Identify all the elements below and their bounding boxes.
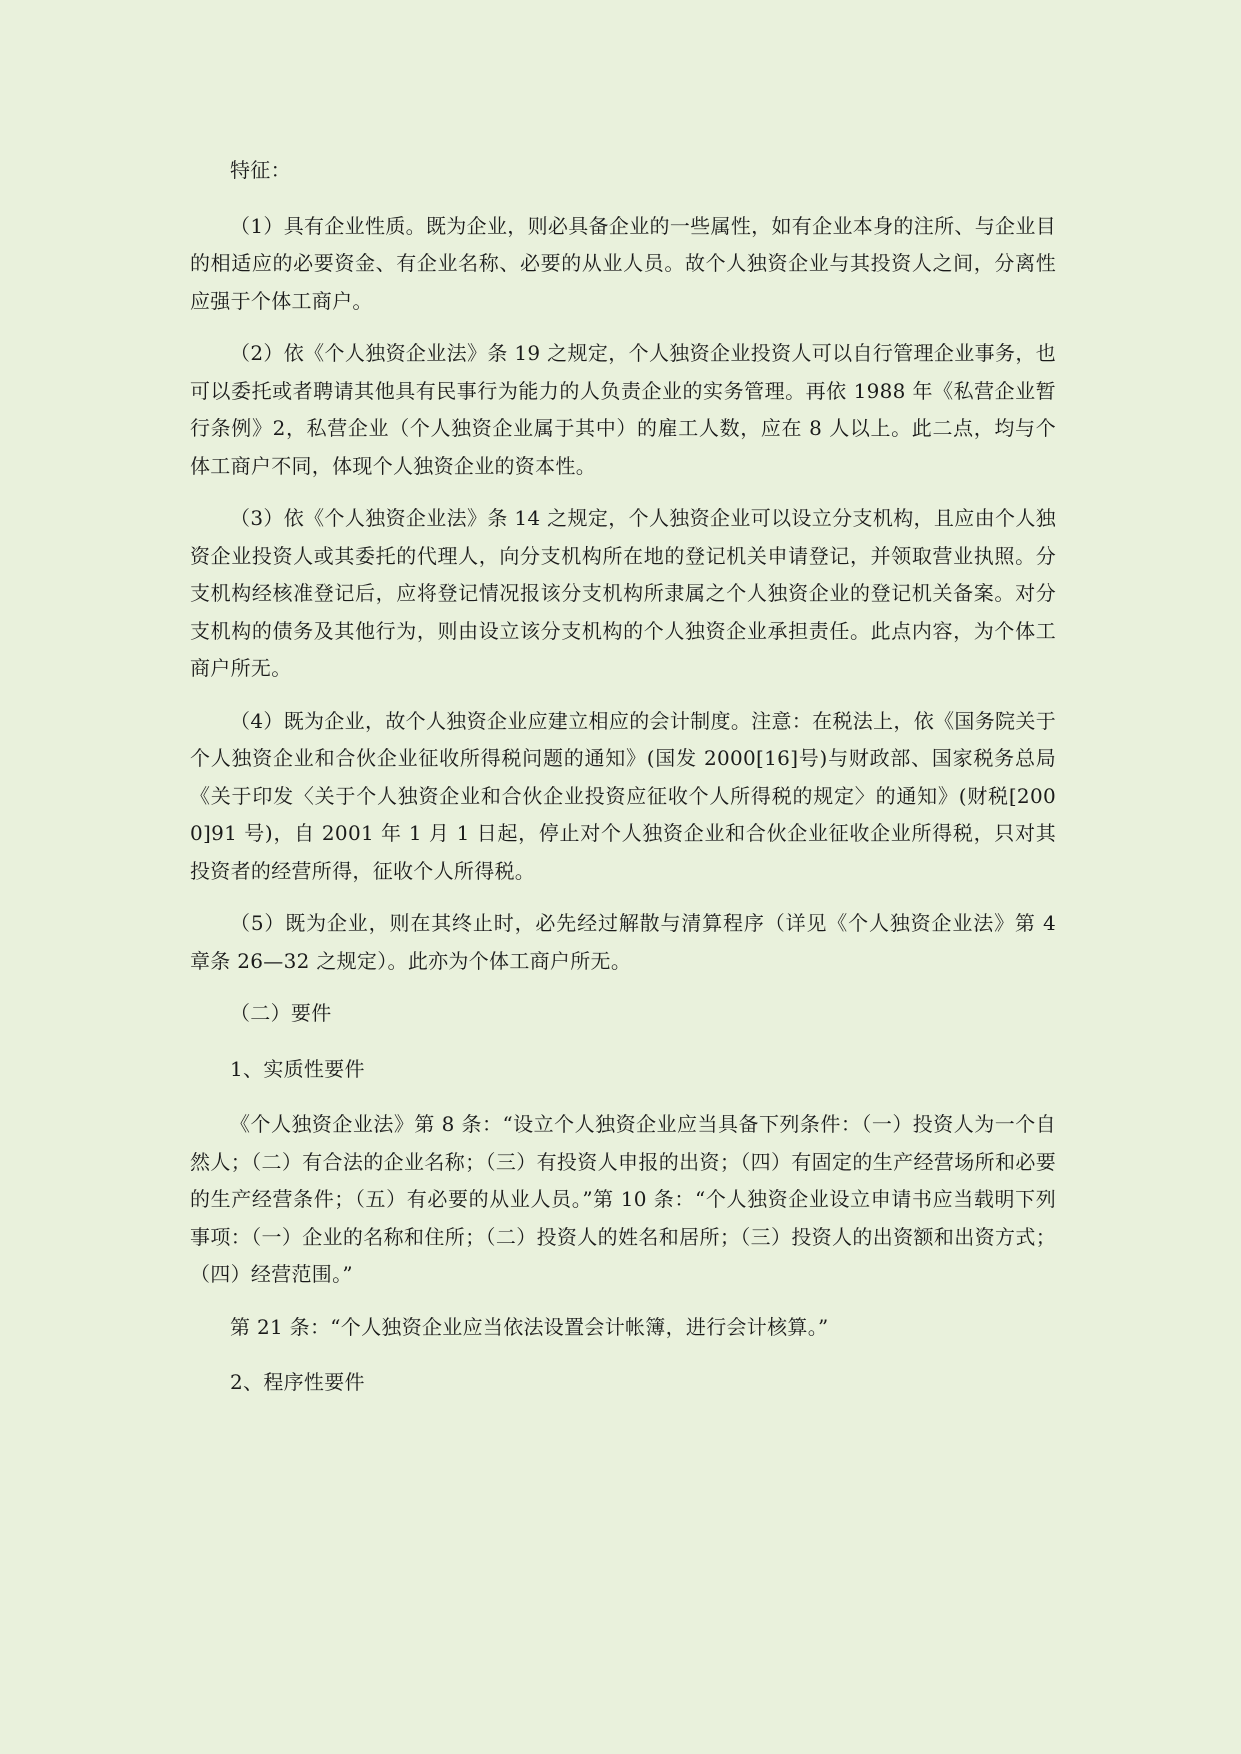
heading-features: 特征：: [230, 158, 291, 182]
paragraph-item-3: （3）依《个人独资企业法》条 14 之规定，个人独资企业可以设立分支机构，且应由个人独资企业投资人或其委托的代理人，向分支机构所在地的登记机关申请登记，并领取营业执照。分支机构经核准登记后，应将登记情况报该分支机构所隶属之个人独资企业的登记机关备案。对分支机构的债务及其他行为，则由设立该分支机构的个人独资企业承担责任。此点内容，为个体工商户所无。: [190, 506, 1056, 680]
paragraph-item-1: （1）具有企业性质。既为企业，则必具备企业的一些属性，如有企业本身的注所、与企业目的相适应的必要资金、有企业名称、必要的从业人员。故个人独资企业与其投资人之间，分离性应强于个体工商户。: [190, 213, 1056, 313]
subheading-substantive-requirements: 1、实质性要件: [230, 1056, 365, 1081]
paragraph-item-5: （5）既为企业，则在其终止时，必先经过解散与清算程序（详见《个人独资企业法》第 4 章条 26—32 之规定）。此亦为个体工商户所无。: [190, 911, 1056, 973]
subheading-procedural-requirements: 2、程序性要件: [230, 1370, 365, 1394]
paragraph-article-21: 第 21 条：“个人独资企业应当依法设置会计帐簿，进行会计核算。”: [230, 1314, 829, 1339]
paragraph-article-8-10: 《个人独资企业法》第 8 条：“设立个人独资企业应当具备下列条件：（一）投资人为一个自然人；（二）有合法的企业名称；（三）有投资人申报的出资；（四）有固定的生产经营场所和必要的生产经营条件；（五）有必要的从业人员。”第 10 条：“个人独资企业设立申请书应当载明下列事项：（一）企业的名称和住所；（二）投资人的姓名和居所；（三）投资人的出资额和出资方式；（四）经营范围。”: [190, 1112, 1056, 1286]
section-heading-requirements: （二）要件: [230, 1001, 332, 1025]
paragraph-item-4: （4）既为企业，故个人独资企业应建立相应的会计制度。注意：在税法上，依《国务院关于个人独资企业和合伙企业征收所得税问题的通知》(国发 2000[16]号)与财政部、国家税务总局《关于印发〈关于个人独资企业和合伙企业投资应征收个人所得税的规定〉的通知》(财税[2000]91 号)，自 2001 年 1 月 1 日起，停止对个人独资企业和合伙企业征收企业所得税，只对其投资者的经营所得，征收个人所得税。: [190, 708, 1056, 883]
paragraph-item-2: （2）依《个人独资企业法》条 19 之规定，个人独资企业投资人可以自行管理企业事务，也可以委托或者聘请其他具有民事行为能力的人负责企业的实务管理。再依 1988 年《私营企业暂行条例》2，私营企业（个人独资企业属于其中）的雇工人数，应在 8 人以上。此二点，均与个体工商户不同，体现个人独资企业的资本性。: [190, 341, 1056, 478]
